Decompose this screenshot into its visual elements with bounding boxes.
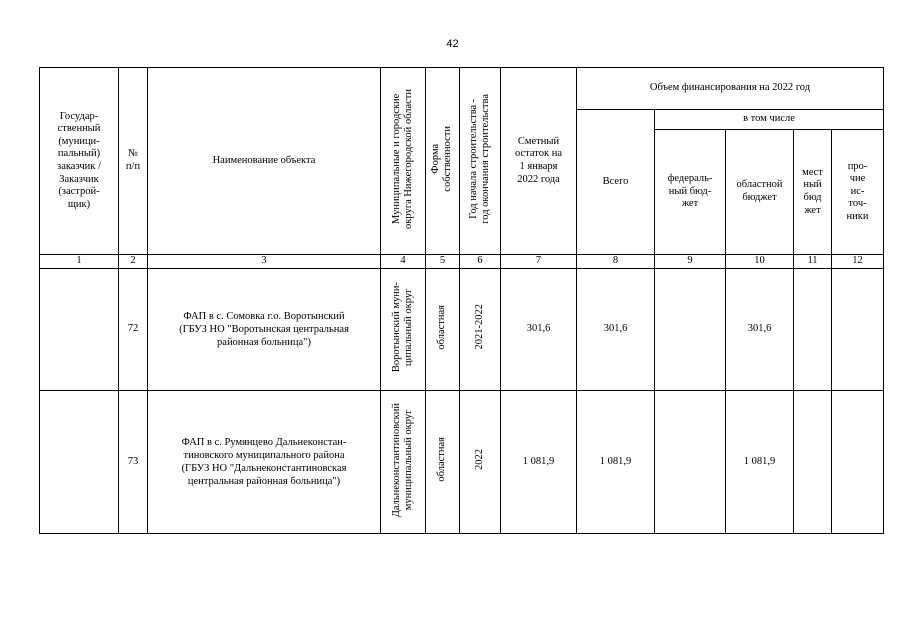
table-row <box>40 269 884 391</box>
row-years <box>460 269 501 391</box>
header-total: Всего <box>577 110 655 255</box>
column-number: 7 <box>501 255 577 269</box>
row-district <box>381 269 426 391</box>
row-ownership-text: областная <box>436 304 448 350</box>
row-num: 72 <box>119 269 148 391</box>
header-estimate: Сметный остаток на 1 января 2022 года <box>501 68 577 255</box>
row-estimate: 1 081,9 <box>501 391 577 534</box>
column-number: 6 <box>460 255 501 269</box>
header-ownership <box>426 68 460 255</box>
row-years-text: 2021-2022 <box>473 304 485 350</box>
row-total: 301,6 <box>577 269 655 391</box>
header-years-text: Год начала строительства - год окончания строительства <box>467 93 491 224</box>
column-number: 5 <box>426 255 460 269</box>
header-customer: Государ- ственный (муници- пальный) заказчик / Заказчик (застрой- щик) <box>40 68 119 255</box>
row-other <box>832 391 884 534</box>
row-ownership <box>426 391 460 534</box>
row-local <box>794 391 832 534</box>
column-number: 8 <box>577 255 655 269</box>
row-customer <box>40 269 119 391</box>
row-federal <box>655 391 726 534</box>
column-number: 1 <box>40 255 119 269</box>
header-district <box>381 68 426 255</box>
header-funding: Объем финансирования на 2022 год <box>577 68 884 110</box>
column-number: 4 <box>381 255 426 269</box>
header-row-1 <box>40 68 884 110</box>
column-number: 12 <box>832 255 884 269</box>
header-other: про- чие ис- точ- ники <box>832 130 884 255</box>
column-number: 3 <box>148 255 381 269</box>
row-regional: 1 081,9 <box>726 391 794 534</box>
header-years <box>460 68 501 255</box>
row-regional: 301,6 <box>726 269 794 391</box>
row-district-text: Воротынский муни- ципальный округ <box>390 282 414 373</box>
row-total: 1 081,9 <box>577 391 655 534</box>
table-row <box>40 391 884 534</box>
row-years <box>460 391 501 534</box>
header-ownership-text: Форма собственности <box>430 125 454 192</box>
column-number-row <box>40 255 884 269</box>
header-including: в том числе <box>655 110 884 130</box>
row-other <box>832 269 884 391</box>
header-local: мест ный бюд жет <box>794 130 832 255</box>
page-number: 42 <box>446 38 459 50</box>
column-number: 10 <box>726 255 794 269</box>
row-num: 73 <box>119 391 148 534</box>
header-regional: областной бюджет <box>726 130 794 255</box>
row-district <box>381 391 426 534</box>
header-object: Наименование объекта <box>148 68 381 255</box>
row-object-name: ФАП в с. Сомовка г.о. Воротынский (ГБУЗ НО "Воротынская центральная районная больница") <box>148 269 381 391</box>
row-estimate: 301,6 <box>501 269 577 391</box>
row-ownership <box>426 269 460 391</box>
column-number: 11 <box>794 255 832 269</box>
row-ownership-text: областная <box>436 437 448 482</box>
column-number: 9 <box>655 255 726 269</box>
column-number: 2 <box>119 255 148 269</box>
header-num: № п/п <box>119 68 148 255</box>
header-district-text: Муниципальные и городские округа Нижегородской области <box>390 88 414 229</box>
row-years-text: 2022 <box>473 449 485 471</box>
row-local <box>794 269 832 391</box>
row-district-text: Дальнеконстантиновский муниципальный округ <box>390 402 414 517</box>
header-federal: федераль- ный бюд- жет <box>655 130 726 255</box>
row-federal <box>655 269 726 391</box>
row-customer <box>40 391 119 534</box>
row-object-name: ФАП в с. Румянцево Дальнеконстан- тиновского муниципального района (ГБУЗ НО "Дальнеконстантиновская центральная районная больница") <box>148 391 381 534</box>
financing-table <box>39 67 884 534</box>
